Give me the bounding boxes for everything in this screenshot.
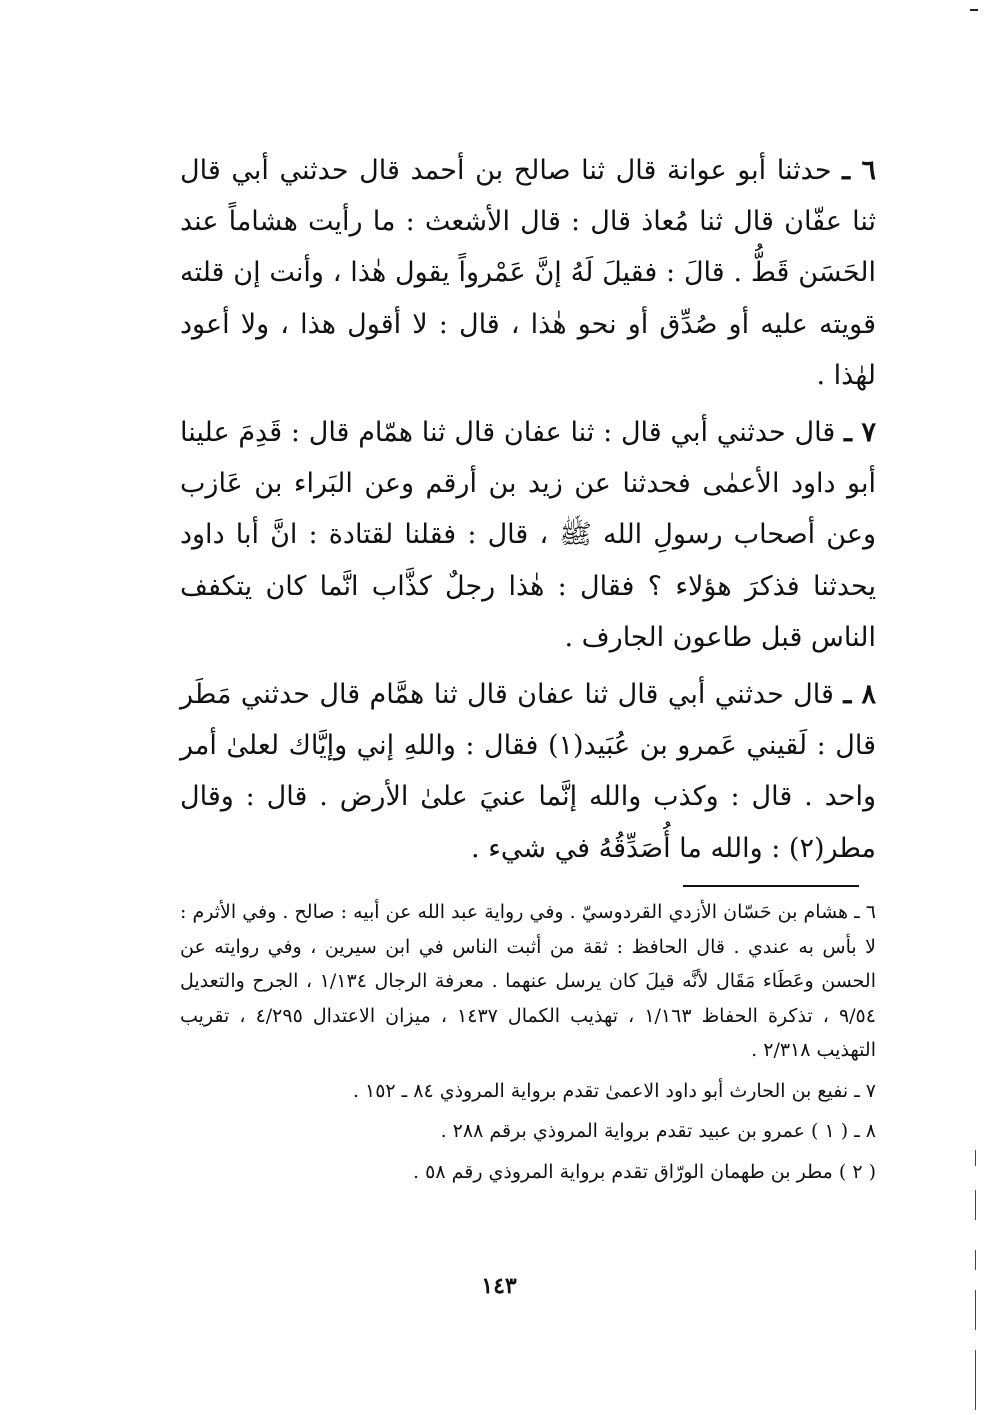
scan-mark — [975, 1290, 976, 1330]
paragraph-8 — [180, 669, 876, 874]
scan-mark — [975, 1190, 976, 1220]
footnote-6: ٦ ـ هشام بن حَسّان الأزدي القردوسيّ . وفي رواية عبد الله عن أبيه : صالح . وفي الأثرم : لا بأس به عندي . قال الحافظ : ثقة من أثبت الناس في ابن سيرين ، وفي روايته عن الحسن وعَطَاء مَقَال لأنَّه قيلَ كان يرسل عنهما . معرفة الرجال ١/١٣٤ ، الجرح والتعديل ٩/٥٤ ، تذكرة الحفاظ ١/١٦٣ ، تهذيب الكمال ١٤٣٧ ، ميزان الاعتدال ٤/٢٩٥ ، تقريب التهذيب ٢/٣١٨ . — [180, 901, 877, 1061]
footnote-7: ٧ ـ نفيع بن الحارث أبو داود الاعمىٰ تقدم برواية المروذي ٨٤ ـ ١٥٢ . — [352, 1079, 876, 1102]
paragraph-number: ٦ ـ — [842, 155, 877, 186]
paragraph-text: حدثنا أبو عوانة قال ثنا صالح بن أحمد قال حدثني أبي قال ثنا عفّان قال ثنا مُعاذ قال : قال الأشعث : ما رأيت هشاماً عند الحَسَن قَطُّ . قالَ : فقيلَ لَهُ إنَّ عَمْرواً يقول هٰذا ، وأنت إن قلته قويته عليه أو صُدِّق أو نحو هٰذا ، قال : لا أقول هذا ، ولا أعود لهٰذا . — [180, 155, 876, 391]
scan-edge-marks — [970, 0, 990, 1415]
main-text — [180, 145, 876, 874]
page-number: ١٤٣ — [481, 1273, 517, 1299]
scan-mark — [975, 1150, 976, 1166]
paragraph-number: ٨ ـ — [843, 679, 876, 711]
scan-mark — [970, 9, 978, 11]
paragraph-text: قال حدثني أبي قال : ثنا عفان قال ثنا همّام قال : قَدِمَ علينا أبو داود الأعمٰى فحدثنا عن زيد بن أرقم وعن البَراء بن عَازب وعن أصحاب رسولِ الله ﷺ ، قال : فقلنا لقتادة : انَّ أبا داود يحدثنا فذكرَ هؤلاء ؟ فقال : هٰذا رجلٌ كذَّاب انَّما كان يتكفف الناس قبل طاعون الجارف . — [180, 417, 876, 653]
scan-mark — [975, 1350, 976, 1410]
footnotes — [180, 895, 876, 1189]
footnote-8-2: ( ٢ ) مطر بن طهمان الورّاق تقدم برواية المروذي رقم ٥٨ . — [413, 1160, 876, 1183]
paragraph-7 — [180, 407, 876, 663]
paragraph-text: قال حدثني أبي قال ثنا عفان قال ثنا همَّام قال حدثني مَطَر قال : لَقيني عَمرو بن عُبَيد(١) فقال : واللهِ إني وإيَّاك لعلىٰ أمر واحد . قال : وكذب والله إنَّما عنيَ علىٰ الأرض . قال : وقال مطر(٢) : والله ما أُصَدِّقُهُ في شيء . — [180, 679, 876, 864]
paragraph-number: ٧ ـ — [844, 417, 876, 449]
footnote-divider — [683, 885, 859, 887]
footnote-8-1: ٨ ـ ( ١ ) عمرو بن عبيد تقدم برواية المروذي برقم ٢٨٨ . — [440, 1120, 876, 1142]
scan-mark — [975, 1250, 976, 1270]
paragraph-6 — [180, 145, 876, 401]
